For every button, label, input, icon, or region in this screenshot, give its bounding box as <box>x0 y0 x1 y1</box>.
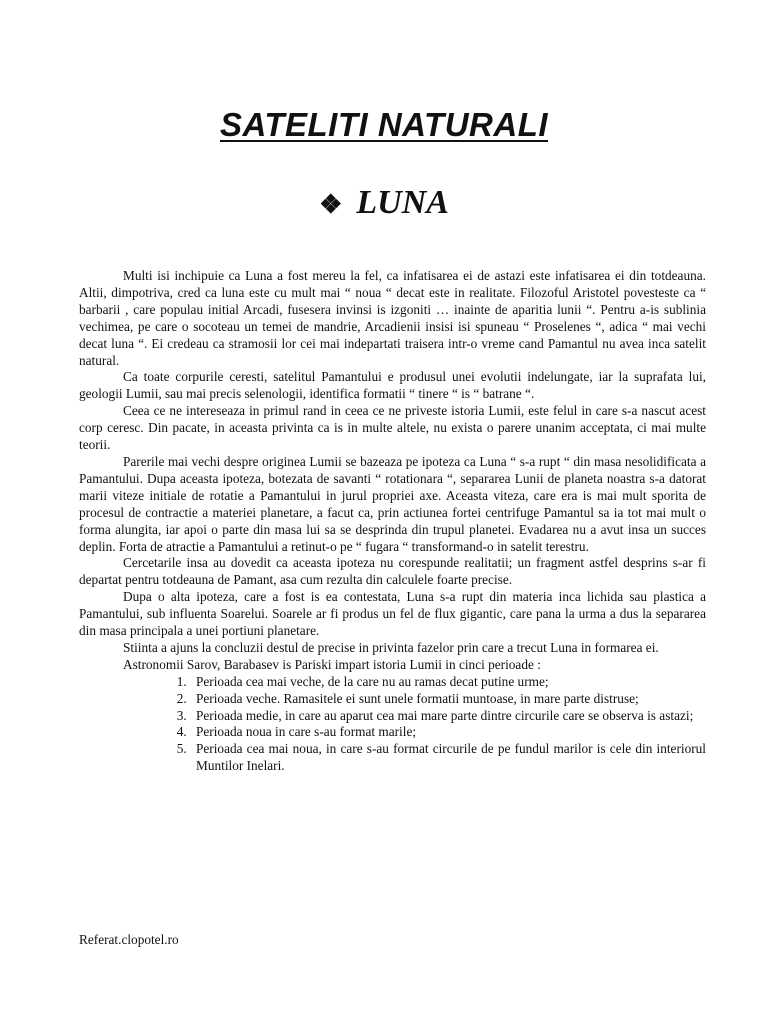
section-heading <box>0 184 768 222</box>
list-item: 4. Perioada noua in care s-au format marile; <box>190 724 706 741</box>
paragraph: Ceea ce ne intereseaza in primul rand in ceea ce ne priveste istoria Lumii, este felul in care s-a nascut acest corp ceresc. Din pacate, in aceasta privinta ca is in multe altele, nu exista o parere unanim acceptata, ci mai multe teorii. <box>79 403 706 453</box>
diamond-bullet-icon: ❖ <box>319 190 343 219</box>
periods-list <box>79 674 706 775</box>
paragraph: Stiinta a ajuns la concluzii destul de precise in privinta fazelor prin care a trecut Luna in formarea ei. <box>123 639 659 655</box>
list-item: 2. Perioada veche. Ramasitele ei sunt unele formatii muntoase, in mare parte distruse; <box>190 691 706 708</box>
paragraph: Multi isi inchipuie ca Luna a fost mereu la fel, ca infatisarea ei de astazi este infatisarea ei din totdeauna. Altii, dimpotriva, cred ca luna este cu mult mai “ noua “ decat este in realitate. Filozoful Aristotel povesteste ca “ barbarii , care populau initial Arcadi, fusesera invinsi is izgoniti … inainte de aparitia lunii “. Pentru a-is sublinia vechimea, pe care o socoteau un temei de mandrie, Arcadienii insisi isi spuneau “ Proselenes “, adica “ mai vechi decat luna “. Ei credeau ca stramosii lor cei mai indepartati traisera intr-o vreme cand Pamantul nu avea inca satelit natural. <box>79 268 706 368</box>
list-item: 3. Perioada medie, in care au aparut cea mai mare parte dintre circurile care se observa is astazi; <box>190 708 706 725</box>
paragraph: Cercetarile insa au dovedit ca aceasta ipoteza nu corespunde realitatii; un fragment astfel desprins s-ar fi departat pentru totdeauna de Pamant, asa cum rezulta din calculele foarte precise. <box>79 555 706 588</box>
paragraph: Ca toate corpurile ceresti, satelitul Pamantului e produsul unei evolutii indelungate, iar la suprafata lui, geologii Lumii, sau mai precis selenologii, identifica formatii “ tinere “ is “ batrane “. <box>79 369 706 402</box>
list-item: 1. Perioada cea mai veche, de la care nu au ramas decat putine urme; <box>190 674 706 691</box>
paragraph: Dupa o alta ipoteza, care a fost is ea contestata, Luna s-a rupt din materia inca lichida sau plastica a Pamantului, sub influenta Soarelui. Soarele ar fi produs un fel de flux gigantic, care pana la urma a dus la separarea din masa principala a unei portiuni planetare. <box>79 589 706 639</box>
list-item: 5. Perioada cea mai noua, in care s-au format circurile de pe fundul marilor is cele din interiorul Muntilor Inelari. <box>190 741 706 775</box>
document-body <box>79 268 706 775</box>
footer-source: Referat.clopotel.ro <box>79 932 179 947</box>
paragraph: Parerile mai vechi despre originea Lumii se bazeaza pe ipoteza ca Luna “ s-a rupt “ din masa nesolidificata a Pamantului. Dupa aceasta ipoteza, botezata de savanti “ rotationara “, separarea Lunii de planeta noastra s-a datorat marii viteze initiale de rotatie a Pamantului in jurul propriei axe. Aceasta viteza, care era is mai mult sporita de procesul de contractie a materiei planetare, a facut ca, prin actiunea fortei centrifuge Pamantul sa ia tot mai mult o forma alungita, iar apoi o parte din masa lui sa se desprinda din trupul planetei. Evadarea nu a avut insa un succes deplin. Forta de atractie a Pamantului a retinut-o pe “ fugara “ transformand-o in satelit terestru. <box>79 453 706 554</box>
paragraph: Astronomii Sarov, Barabasev is Pariski impart istoria Lumii in cinci perioade : <box>123 656 541 672</box>
page-title: SATELITI NATURALI <box>219 106 549 143</box>
section-heading-text: LUNA <box>356 184 449 221</box>
